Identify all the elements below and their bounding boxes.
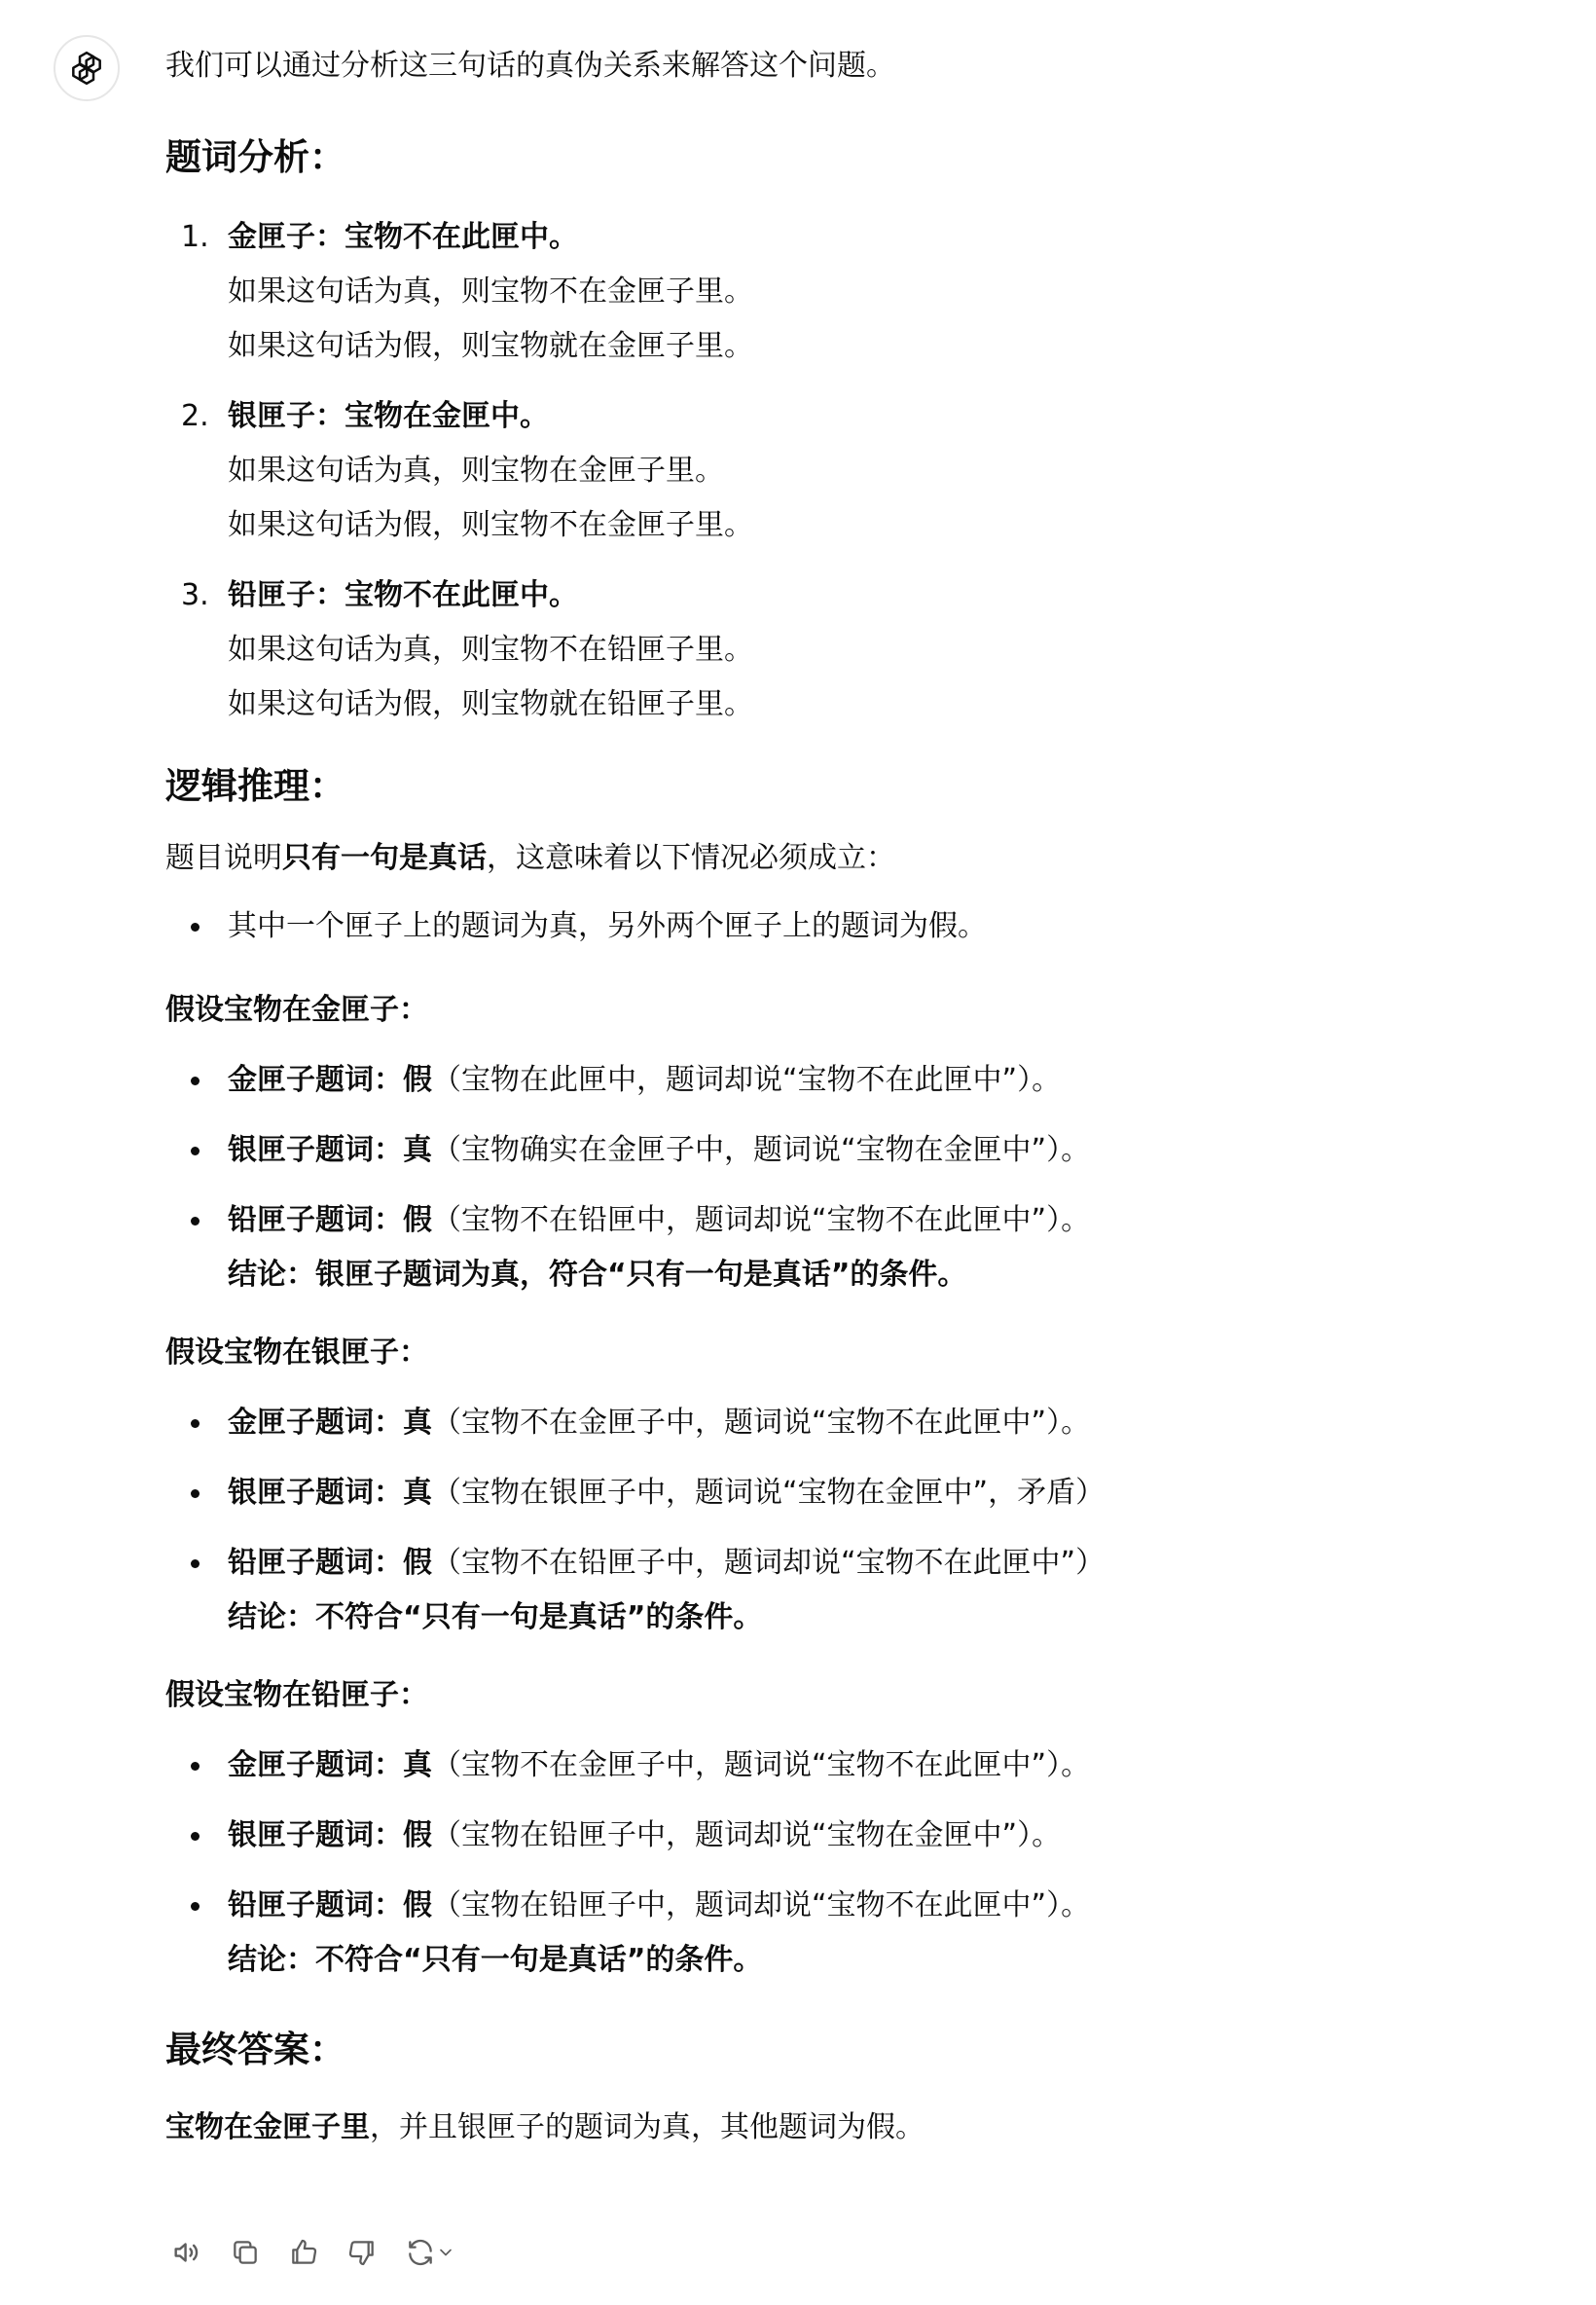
box-true-case: 如果这句话为真，则宝物不在铅匣子里。 bbox=[228, 633, 753, 667]
list-item bbox=[165, 1396, 1508, 1450]
scenario-title: 假设宝物在金匣子： bbox=[165, 993, 428, 1027]
scenario-list bbox=[165, 1738, 1508, 1988]
inscription-detail: （宝物确实在金匣子中，题词说“宝物在金匣中”）。 bbox=[432, 1133, 1091, 1167]
intro-paragraph: 我们可以通过分析这三句话的真伪关系来解答这个问题。 bbox=[165, 49, 895, 83]
inscription-verdict: 银匣子题词：真 bbox=[228, 1133, 432, 1167]
list-number: 3. bbox=[181, 578, 209, 612]
openai-logo-icon bbox=[67, 49, 106, 88]
assistant-avatar bbox=[54, 35, 120, 101]
scenario-conclusion: 结论：银匣子题词为真，符合“只有一句是真话”的条件。 bbox=[228, 1258, 967, 1292]
premise-prefix: 题目说明 bbox=[165, 841, 282, 875]
box-true-case: 如果这句话为真，则宝物在金匣子里。 bbox=[228, 454, 724, 488]
list-item bbox=[165, 1738, 1508, 1793]
bullet-icon bbox=[191, 1559, 200, 1568]
copy-icon bbox=[230, 2237, 261, 2268]
box-false-case: 如果这句话为假，则宝物不在金匣子里。 bbox=[228, 508, 753, 542]
scenario-conclusion: 结论：不符合“只有一句是真话”的条件。 bbox=[228, 1600, 763, 1634]
list-item bbox=[165, 1123, 1508, 1178]
list-item bbox=[165, 1879, 1508, 1988]
read-aloud-button[interactable] bbox=[165, 2231, 208, 2274]
inscription-detail: （宝物在铅匣子中，题词却说“宝物不在此匣中”）。 bbox=[432, 1888, 1091, 1922]
section-title-answer: 最终答案： bbox=[165, 2029, 345, 2070]
list-item bbox=[165, 899, 1508, 954]
scenario-title: 假设宝物在铅匣子： bbox=[165, 1678, 428, 1712]
box-title: 金匣子：宝物不在此匣中。 bbox=[228, 220, 578, 254]
read-aloud-icon bbox=[170, 2236, 203, 2269]
inscription-verdict: 金匣子题词：真 bbox=[228, 1406, 432, 1440]
box-true-case: 如果这句话为真，则宝物不在金匣子里。 bbox=[228, 274, 753, 309]
inscription-detail: （宝物不在铅匣中，题词却说“宝物不在此匣中”）。 bbox=[432, 1203, 1091, 1237]
list-item bbox=[165, 1193, 1508, 1302]
inscription-verdict: 银匣子题词：真 bbox=[228, 1476, 432, 1510]
bullet-icon bbox=[191, 1217, 200, 1226]
bullet-icon bbox=[191, 1762, 200, 1771]
list-item bbox=[165, 1053, 1508, 1108]
inscription-detail: （宝物在银匣子中，题词说“宝物在金匣中”，矛盾） bbox=[432, 1476, 1106, 1510]
regenerate-button[interactable] bbox=[399, 2231, 461, 2274]
inscription-detail: （宝物不在金匣子中，题词说“宝物不在此匣中”）。 bbox=[432, 1748, 1091, 1782]
list-item bbox=[165, 568, 1508, 732]
inscription-verdict: 金匣子题词：真 bbox=[228, 1748, 432, 1782]
box-false-case: 如果这句话为假，则宝物就在铅匣子里。 bbox=[228, 687, 753, 721]
inscription-detail: （宝物在此匣中，题词却说“宝物不在此匣中”）。 bbox=[432, 1063, 1062, 1097]
list-number: 2. bbox=[181, 399, 209, 433]
premise-suffix: ，这意味着以下情况必须成立： bbox=[487, 841, 895, 875]
copy-button[interactable] bbox=[224, 2231, 267, 2274]
bullet-icon bbox=[191, 923, 200, 932]
inscription-verdict: 铅匣子题词：假 bbox=[228, 1546, 432, 1580]
bullet-icon bbox=[191, 1832, 200, 1841]
thumbs-down-icon bbox=[346, 2237, 378, 2268]
bullet-icon bbox=[191, 1077, 200, 1085]
list-item bbox=[165, 389, 1508, 553]
premise-bullet-text: 其中一个匣子上的题词为真，另外两个匣子上的题词为假。 bbox=[228, 909, 987, 943]
premise-list bbox=[165, 899, 1508, 954]
assistant-message bbox=[165, 45, 1508, 2149]
inscription-verdict: 铅匣子题词：假 bbox=[228, 1203, 432, 1237]
list-item bbox=[165, 210, 1508, 374]
chevron-down-icon bbox=[436, 2243, 455, 2262]
inscription-verdict: 金匣子题词：假 bbox=[228, 1063, 432, 1097]
thumbs-down-button[interactable] bbox=[341, 2231, 383, 2274]
inscription-verdict: 铅匣子题词：假 bbox=[228, 1888, 432, 1922]
regenerate-icon bbox=[405, 2237, 436, 2268]
box-false-case: 如果这句话为假，则宝物就在金匣子里。 bbox=[228, 329, 753, 363]
bullet-icon bbox=[191, 1902, 200, 1911]
premise-paragraph bbox=[165, 837, 1508, 880]
bullet-icon bbox=[191, 1419, 200, 1428]
final-answer-paragraph bbox=[165, 2106, 1508, 2149]
list-item bbox=[165, 1466, 1508, 1520]
inscription-verdict: 银匣子题词：假 bbox=[228, 1818, 432, 1852]
section-title-analysis: 题词分析： bbox=[165, 136, 345, 178]
inscription-detail: （宝物不在铅匣子中，题词却说“宝物不在此匣中”） bbox=[432, 1546, 1106, 1580]
answer-rest: ，并且银匣子的题词为真，其他题词为假。 bbox=[370, 2110, 925, 2144]
list-item bbox=[165, 1809, 1508, 1863]
thumbs-up-icon bbox=[288, 2237, 319, 2268]
scenario-title: 假设宝物在银匣子： bbox=[165, 1335, 428, 1370]
list-item bbox=[165, 1536, 1508, 1645]
inscription-detail: （宝物在铅匣子中，题词却说“宝物在金匣中”）。 bbox=[432, 1818, 1062, 1852]
box-title: 银匣子：宝物在金匣中。 bbox=[228, 399, 549, 433]
list-number: 1. bbox=[181, 220, 209, 254]
answer-emphasis: 宝物在金匣子里 bbox=[165, 2110, 370, 2144]
bullet-icon bbox=[191, 1489, 200, 1498]
premise-emphasis: 只有一句是真话 bbox=[282, 841, 487, 875]
inscription-list bbox=[165, 210, 1508, 732]
section-title-reasoning: 逻辑推理： bbox=[165, 765, 345, 807]
message-action-bar bbox=[165, 2229, 461, 2276]
box-title: 铅匣子：宝物不在此匣中。 bbox=[228, 578, 578, 612]
bullet-icon bbox=[191, 1147, 200, 1155]
scenario-conclusion: 结论：不符合“只有一句是真话”的条件。 bbox=[228, 1943, 763, 1977]
scenario-list bbox=[165, 1053, 1508, 1302]
inscription-detail: （宝物不在金匣子中，题词说“宝物不在此匣中”）。 bbox=[432, 1406, 1091, 1440]
thumbs-up-button[interactable] bbox=[282, 2231, 325, 2274]
scenario-list bbox=[165, 1396, 1508, 1645]
